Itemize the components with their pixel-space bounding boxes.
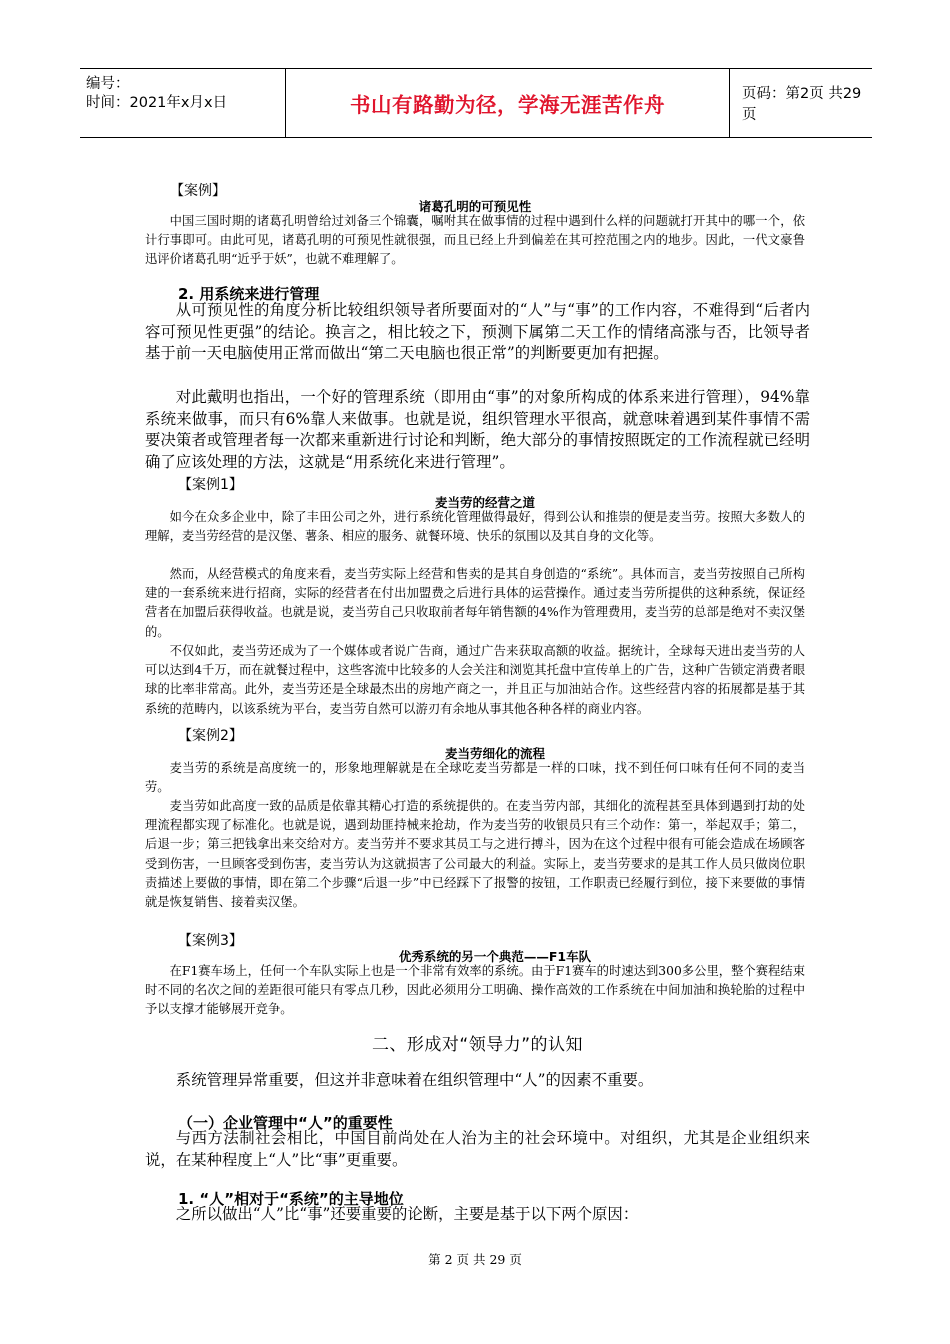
body-paragraph: 之所以做出“人”比“事”还要重要的论断，主要是基于以下两个原因： <box>175 1205 639 1223</box>
case-paragraph: 不仅如此，麦当劳还成为了一个媒体或者说广告商，通过广告来获取高额的收益。据统计，全球每天进出麦当劳的人可以达到4千万，而在就餐过程中，这些客流中比较多的人会关注和浏览其托盘中宣传单上的广告，这种广告锁定消费者眼球的比率非常高。此外，麦当劳还是全球最杰出的房地产商之一，并且正与加油站合作。这些经营内容的拓展都是基于其系统的范畴内，以该系统为平台，麦当劳自然可以游刃有余地从事其他各种各样的商业内容。 <box>145 644 805 716</box>
case-label: 【案例】 <box>170 183 226 199</box>
case-label: 【案例3】 <box>178 933 243 949</box>
case-paragraph: 然而，从经营模式的角度来看，麦当劳实际上经营和售卖的是其自身创造的“系统”。具体而言，麦当劳按照自己所构建的一套系统来进行招商，实际的经营者在付出加盟费之后进行具体的运营操作。通过麦当劳所提供的这种系统，保证经营者在加盟后获得收益。也就是说，麦当劳自己只收取前者每年销售额的4%作为管理费用，麦当劳的总部是绝对不卖汉堡的。 <box>145 567 805 639</box>
case-title: 优秀系统的另一个典范——F1车队 <box>398 949 592 964</box>
body-paragraph: 对此戴明也指出，一个好的管理系统（即用由“事”的对象所构成的体系来进行管理），94%靠系统来做事，而只有6%靠人来做事。也就是说，组织管理水平很高，就意味着遇到某件事情不需要决策者或管理者每一次都来重新进行讨论和判断，绝大部分的事情按照既定的工作流程就已经明确了应该处理的方法，这就是“用系统化来进行管理”。 <box>145 388 810 471</box>
case-paragraph: 在F1赛车场上，任何一个车队实际上也是一个非常有效率的系统。由于F1赛车的时速达到300多公里，整个赛程结束时不同的名次之间的差距很可能只有零点几秒，因此必须用分工明确、操作高效的工作系统在中间加油和换轮胎的过程中予以支撑才能够展开竞争。 <box>145 964 805 1017</box>
subsection-heading: （一）企业管理中“人”的重要性 <box>178 1114 393 1132</box>
section-title: 二、形成对“领导力”的认知 <box>371 1035 584 1055</box>
case-title: 诸葛孔明的可预见性 <box>418 199 532 214</box>
section-heading: 2. 用系统来进行管理 <box>178 285 320 303</box>
time-label: 时间：2021年x月x日 <box>86 95 228 111</box>
body-paragraph: 与西方法制社会相比，中国目前尚处在人治为主的社会环境中。对组织，尤其是企业组织来说，在某种程度上“人”比“事”更重要。 <box>145 1129 810 1169</box>
header-motto-cell <box>285 69 730 137</box>
number-label: 编号： <box>86 76 130 92</box>
case-title: 麦当劳的经营之道 <box>434 495 535 510</box>
page-footer: 第 2 页 共 29 页 <box>428 1252 522 1267</box>
case-label: 【案例2】 <box>178 728 243 744</box>
case-paragraph: 中国三国时期的诸葛孔明曾给过刘备三个锦囊，嘱咐其在做事情的过程中遇到什么样的问题就打开其中的哪一个，依计行事即可。由此可见，诸葛孔明的可预见性就很强，而且已经上升到偏差在其可控范围之内的地步。因此，一代文豪鲁迅评价诸葛孔明“近乎于妖”，也就不难理解了。 <box>145 214 805 267</box>
header-page-info <box>730 69 872 137</box>
body-paragraph: 从可预见性的角度分析比较组织领导者所要面对的“人”与“事”的工作内容，不难得到“后者内容可预见性更强”的结论。换言之，相比较之下，预测下属第二天工作的情绪高涨与否，比领导者基于前一天电脑使用正常而做出“第二天电脑也很正常”的判断要更加有把握。 <box>145 301 810 363</box>
header-meta <box>80 69 285 137</box>
subsection-heading: 1. “人”相对于“系统”的主导地位 <box>178 1190 404 1208</box>
case-paragraph: 麦当劳如此高度一致的品质是依靠其精心打造的系统提供的。在麦当劳内部，其细化的流程甚至具体到遇到打劫的处理流程都实现了标准化。也就是说，遇到劫匪持械来抢劫，作为麦当劳的收银员只有三个动作：第一，举起双手；第二，后退一步；第三把钱拿出来交给对方。麦当劳并不要求其员工与之进行搏斗，因为在这个过程中很有可能会造成在场顾客受到伤害，一旦顾客受到伤害，麦当劳认为这就损害了公司最大的利益。实际上，麦当劳要求的是其工作人员只做岗位职责描述上要做的事情，即在第二个步骤“后退一步”中已经踩下了报警的按钮，工作职责已经履行到位，接下来要做的事情就是恢复销售、接着卖汉堡。 <box>145 799 805 910</box>
case-paragraph: 麦当劳的系统是高度统一的，形象地理解就是在全球吃麦当劳都是一样的口味，找不到任何口味有任何不同的麦当劳。 <box>145 761 805 795</box>
page-info: 页码：第2页 共29页 <box>742 86 862 123</box>
case-label: 【案例1】 <box>178 477 243 493</box>
page-header <box>80 68 872 138</box>
case-title: 麦当劳细化的流程 <box>444 746 545 761</box>
case-paragraph: 如今在众多企业中，除了丰田公司之外，进行系统化管理做得最好，得到公认和推崇的便是麦当劳。按照大多数人的理解，麦当劳经营的是汉堡、薯条、相应的服务、就餐环境、快乐的氛围以及其自身的文化等。 <box>145 510 805 544</box>
motto: 书山有路勤为径，学海无涯苦作舟 <box>350 93 665 117</box>
body-paragraph: 系统管理异常重要，但这并非意味着在组织管理中“人”的因素不重要。 <box>175 1071 654 1089</box>
